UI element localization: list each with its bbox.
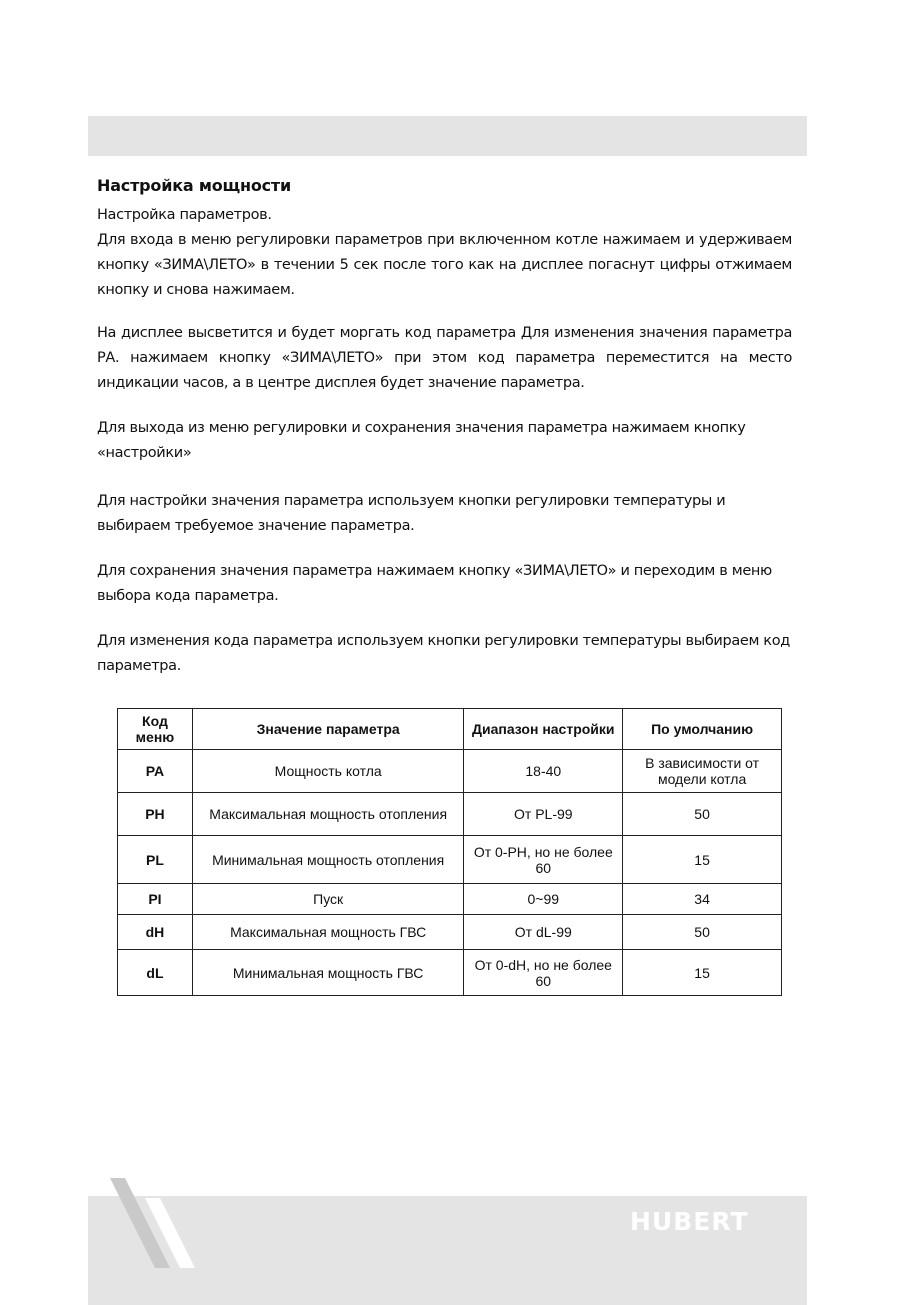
cell-parameter: Максимальная мощность отопления [192, 793, 464, 836]
paragraph-adjust-value: Для настройки значения параметра используем кнопки регулировки температуры и выбираем требуемое значение параметра. [97, 493, 726, 534]
cell-parameter: Пуск [192, 884, 464, 915]
cell-default: 50 [623, 915, 782, 950]
cell-default: 15 [623, 950, 782, 996]
cell-range: От PL-99 [464, 793, 623, 836]
paragraph-save-value: Для сохранения значения параметра нажимаем кнопку «ЗИМА\ЛЕТО» и переходим в меню выбора кода параметра. [97, 563, 772, 604]
cell-code: PH [118, 793, 193, 836]
cell-range: От dL-99 [464, 915, 623, 950]
cell-range: От 0-PH, но не более 60 [464, 836, 623, 884]
table-header-row [118, 709, 782, 750]
cell-code: PL [118, 836, 193, 884]
cell-range: От 0-dH, но не более 60 [464, 950, 623, 996]
table-row [118, 950, 782, 996]
header-band [88, 116, 807, 156]
paragraph-enter-menu: Для входа в меню регулировки параметров при включенном котле нажимаем и удерживаем кнопку «ЗИМА\ЛЕТО» в течении 5 сек после того как на дисплее погаснут цифры отжимаем кнопку и снова нажимаем. [97, 232, 792, 298]
section-heading: Настройка мощности [97, 176, 292, 195]
intro-text: Настройка параметров. [97, 207, 272, 223]
header-default: По умолчанию [623, 709, 782, 750]
document-body [97, 176, 792, 679]
cell-default: 50 [623, 793, 782, 836]
parameters-table [117, 708, 782, 996]
cell-default: 34 [623, 884, 782, 915]
cell-parameter: Минимальная мощность отопления [192, 836, 464, 884]
table-row [118, 750, 782, 793]
cell-code: PA [118, 750, 193, 793]
cell-code: dL [118, 950, 193, 996]
paragraph-display-code: На дисплее высветится и будет моргать код параметра Для изменения значения параметра РА. нажимаем кнопку «ЗИМА\ЛЕТО» при этом код параметра переместится на место индикации часов, а в центре дисплея будет значение параметра. [97, 325, 792, 391]
header-code: Код меню [118, 709, 193, 750]
paragraph-change-code: Для изменения кода параметра используем кнопки регулировки температуры выбираем код параметра. [97, 633, 790, 674]
hubert-logo: HUBERT [630, 1207, 749, 1236]
table-row [118, 836, 782, 884]
cell-code: dH [118, 915, 193, 950]
header-range: Диапазон настройки [464, 709, 623, 750]
cell-parameter: Максимальная мощность ГВС [192, 915, 464, 950]
table-row [118, 793, 782, 836]
cell-code: PI [118, 884, 193, 915]
header-parameter: Значение параметра [192, 709, 464, 750]
cell-range: 0~99 [464, 884, 623, 915]
cell-default: 15 [623, 836, 782, 884]
cell-range: 18-40 [464, 750, 623, 793]
cell-default: В зависимости от модели котла [623, 750, 782, 793]
cell-parameter: Минимальная мощность ГВС [192, 950, 464, 996]
cell-parameter: Мощность котла [192, 750, 464, 793]
decorative-stripes-icon [105, 1178, 205, 1268]
table-row [118, 915, 782, 950]
paragraph-exit-menu: Для выхода из меню регулировки и сохранения значения параметра нажимаем кнопку «настройки» [97, 420, 746, 461]
table-row [118, 884, 782, 915]
